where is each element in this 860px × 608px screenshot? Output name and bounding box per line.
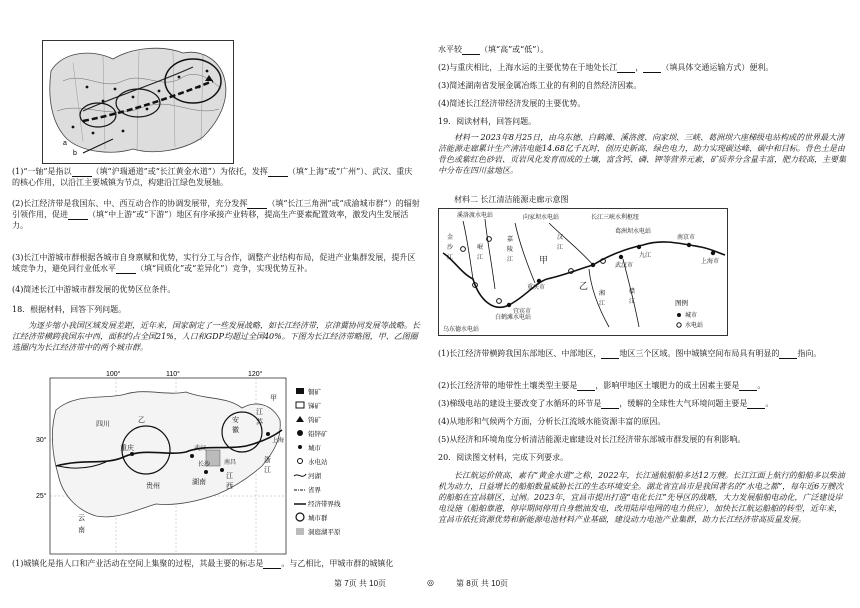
map3-han-jiang: 江 bbox=[557, 245, 564, 251]
q20-title: 20．阅读图文材料，完成下列要求。 bbox=[438, 453, 569, 462]
map2-place-su: 苏 bbox=[256, 419, 263, 426]
r3: (3)简述湖南省发展金属冶炼工业的有利的自然经济因素。 bbox=[438, 81, 642, 90]
q19-1: (1)长江经济带横跨我国东部地区、中部地区， 地区三个区域。图中城镇空间布局具有明显的 指向。 bbox=[438, 349, 822, 358]
map3-jia-region: 甲 bbox=[539, 255, 549, 265]
r2: (2)与重庆相比，上海水运的主要优势在于地处长江 ， （填具体交通运输方式）便利。 bbox=[438, 63, 774, 72]
map3-jin: 金 bbox=[447, 235, 454, 241]
map2-place-sichuan: 四川 bbox=[96, 421, 110, 428]
blank[interactable] bbox=[247, 200, 267, 209]
map-yangtze-economic-belt bbox=[36, 370, 366, 556]
map3-baihetan: 白鹤滩水电站 bbox=[495, 315, 532, 321]
blank[interactable] bbox=[68, 211, 88, 220]
footer-left: 第 7页 共 10页 bbox=[334, 579, 387, 588]
q19-2: (2)长江经济带的地带性土壤类型主要是 ，影响甲地区土壤肥力的成土因素主要是 。 bbox=[438, 381, 766, 390]
q19-title: 19．阅读材料，回答问题。 bbox=[438, 117, 537, 126]
map2-lat-30: 30° bbox=[36, 437, 47, 444]
blank[interactable] bbox=[72, 168, 92, 177]
svg-text:水电站: 水电站 bbox=[308, 459, 328, 466]
blank[interactable] bbox=[617, 64, 635, 73]
blank[interactable] bbox=[268, 168, 288, 177]
svg-text:经济带界线: 经济带界线 bbox=[308, 501, 341, 508]
map3-gan-jiang: 江 bbox=[629, 299, 636, 305]
map3-jiang: 江 bbox=[447, 255, 454, 261]
svg-text:锑矿: 锑矿 bbox=[308, 403, 321, 410]
map3-gan: 赣 bbox=[629, 289, 636, 295]
q19-material-1: 材料一 2023年8月25日，由乌东德、白鹤滩、溪洛渡、向家坝、三峡、葛洲坝六座梯级电站构成的世界最大清洁能源走廊累计生产清洁电能14.68亿千瓦时，创历史新高，绿色电力，助力实现碳达峰、碳中和目标。骨色土是由骨色或紫红色砂岩、页岩风化发育而成的土壤，富含钙、磷、钾等营养元素，矿质养分含量丰富，肥力较高，主要集中分布在四川盆地区。 bbox=[438, 133, 846, 175]
map2-legend bbox=[294, 387, 341, 536]
svg-text:省界: 省界 bbox=[308, 487, 321, 494]
map2-place-jiang: 江 bbox=[226, 473, 233, 480]
svg-text:图例: 图例 bbox=[675, 300, 688, 307]
map-yangtze-axis bbox=[42, 40, 234, 164]
map2-place-changsha: 长沙 bbox=[198, 462, 211, 468]
map3-jia-jiang: 江 bbox=[507, 257, 514, 263]
map3-wudongde: 乌东德水电站 bbox=[443, 327, 480, 333]
map2-place-chongqing: 重庆 bbox=[120, 445, 134, 452]
map2-lon-120: 120° bbox=[248, 371, 263, 378]
map2-lon-100: 100° bbox=[106, 371, 121, 378]
q19-5: (5)从经济和环境角度分析清洁能源走廊建设对长江经济带东部城市群发展的有利影响。 bbox=[438, 435, 746, 444]
map3-ling: 陵 bbox=[507, 247, 514, 253]
map2-place-jia: 甲 bbox=[270, 395, 277, 402]
svg-text:城市: 城市 bbox=[308, 445, 321, 452]
blank[interactable] bbox=[263, 560, 281, 569]
cont-1: 水平较 （填“高”或“低”）。 bbox=[438, 45, 549, 54]
left-page bbox=[12, 0, 422, 608]
map3-min: 岷 bbox=[477, 245, 484, 251]
q18-material: 为逐步缩小我国区域发展差距，近年来，国家制定了一些发展战略，如长江经济带，京津冀协同发展等战略。长江经济带横跨我国东中西，面积约占全国21%，人口和GDP均超过全国40%。下图为长江经济带略图，甲、乙图圈选圈内为长江经济带中的两个城市群。 bbox=[12, 321, 420, 352]
map3-gezhouba: 葛洲坝水电站 bbox=[615, 229, 652, 235]
map3-xiang: 湘 bbox=[599, 291, 606, 297]
q17-2: (2)长江经济带是我国东、中、西互动合作的协调发展带，充分发挥 （填“长江三角洲”或“成渝城市群”）的辐射引领作用，促进 （填“中上游”或“下游”）地区有序承接产业转移，提高生产要素配置效率，激发内生发展活力。 bbox=[12, 199, 420, 230]
map2-place-jiang3: 江 bbox=[264, 467, 271, 474]
map3-yibin: 宜宾市 bbox=[513, 309, 532, 315]
footer-center-mark: ◎ bbox=[427, 578, 434, 587]
blank[interactable] bbox=[577, 382, 595, 391]
map3-xiangjiaba: 向家坝水电站 bbox=[523, 215, 560, 221]
q17-4: (4)简述长江中游城市群发展的优势区位条件。 bbox=[12, 285, 176, 294]
q18-title: 18．根据材料，回答下列问题。 bbox=[12, 305, 127, 314]
svg-text:钨矿: 钨矿 bbox=[308, 417, 321, 424]
svg-text:城市群: 城市群 bbox=[308, 515, 328, 522]
map2-svg bbox=[36, 370, 366, 556]
q17-1: (1)“一轴”是指以 （填“沪瑞通道”或“长江黄金水道”）为依托，发挥 （填“上海”或“广州”）、武汉、重庆的核心作用，以沿江主要城镇为节点，构建沿江绿色发展轴。 bbox=[12, 167, 413, 187]
map2-place-shanghai: 上海 bbox=[272, 438, 285, 444]
map3-shanghai: 上海市 bbox=[701, 259, 720, 265]
blank[interactable] bbox=[643, 64, 661, 73]
map3-jiujiang: 九江 bbox=[639, 253, 652, 259]
map3-three-gorges: 长江三峡水利枢纽 bbox=[591, 215, 640, 221]
svg-text:河湖: 河湖 bbox=[308, 473, 321, 480]
map3-svg bbox=[439, 209, 727, 335]
map2-lon-110: 110° bbox=[166, 371, 180, 378]
map1-label-a: a bbox=[63, 140, 67, 147]
map2-place-zhe: 浙 bbox=[264, 457, 271, 464]
blank[interactable] bbox=[739, 382, 757, 391]
blank[interactable] bbox=[462, 46, 480, 55]
q17-3: (3)长江中游城市群根据各城市自身禀赋和优势，实行分工与合作，调整产业结构布局，促进产业集群发展，提升区域竞争力，避免同行业低水平 （填“同质化”或“差异化”）竞争，实现优势互补。 bbox=[12, 253, 416, 273]
map3-han: 汉 bbox=[557, 235, 564, 241]
r4: (4)简述长江经济带经济发展的主要优势。 bbox=[438, 99, 586, 108]
map1-label-b: b bbox=[73, 150, 77, 157]
svg-text:铅锌矿: 铅锌矿 bbox=[308, 431, 328, 438]
map3-sha: 沙 bbox=[447, 245, 454, 251]
map2-place-yun: 云 bbox=[78, 515, 85, 522]
map2-place-yi: 乙 bbox=[138, 417, 145, 424]
map2-place-nan: 南 bbox=[78, 527, 85, 534]
svg-text:水电站: 水电站 bbox=[685, 323, 704, 329]
map3-legend bbox=[675, 298, 703, 329]
blank[interactable] bbox=[601, 350, 619, 359]
map-clean-energy-corridor bbox=[438, 208, 728, 336]
map3-chongqing: 重庆市 bbox=[527, 285, 546, 291]
map2-place-guizhou: 贵州 bbox=[146, 483, 160, 490]
map3-min-jiang: 江 bbox=[477, 255, 484, 261]
map2-place-jiang2: 江 bbox=[256, 409, 263, 416]
svg-text:城市: 城市 bbox=[685, 313, 698, 319]
map2-place-xi: 西 bbox=[226, 483, 233, 490]
map2-lat-25: 25° bbox=[36, 493, 47, 500]
footer-right: 第 8页 共 10页 bbox=[456, 579, 509, 588]
blank[interactable] bbox=[747, 400, 765, 409]
right-page bbox=[438, 0, 848, 608]
q19-material-2: 材料二 长江清洁能源走廊示意图 bbox=[454, 195, 569, 204]
map3-jia: 嘉 bbox=[507, 237, 514, 243]
map3-xiluodu: 溪洛渡水电站 bbox=[457, 213, 494, 219]
blank[interactable] bbox=[779, 350, 797, 359]
map2-place-an: 安 bbox=[232, 417, 239, 424]
map3-xiang-jiang: 江 bbox=[599, 301, 606, 307]
blank[interactable] bbox=[116, 265, 136, 274]
blank[interactable] bbox=[601, 400, 619, 409]
q20-material: 长江航运价值高，素有“黄金水道”之称，2022年，长江通航船舶多达12万艘。长江江面上航行的船舶多以柴油机为动力，日益增长的船舶数量威胁长江的生态环境安全。湖北省宜昌市是我国著名的“水电之都”，每年近6万艘次的船舶在宜昌辖区，过闸。2023年，宜昌市提出打造“电化长江”先导区的战略，大力发展船舶电动化，广泛建设岸电设施（船舶靠港，停岸期间停用自身燃油发电，改用陆岸电网的电力供应），加快长江航运船舶的转型，近年来，宜昌市依托资源优势和新能源电池材料产业基础，建设动力电池产业集群，助力长江经济带高质量发展。 bbox=[438, 471, 845, 524]
q19-3: (3)梯级电站的建设主要改变了水循环的环节是 ，缓解的全球性大气环境问题主要是 。 bbox=[438, 399, 774, 408]
map3-wuhan: 武汉市 bbox=[615, 263, 634, 269]
map2-place-hunan: 湖南 bbox=[192, 479, 206, 486]
map-yangtze-axis-svg bbox=[43, 41, 233, 163]
map2-place-hui: 徽 bbox=[232, 427, 239, 434]
q19-4: (4)从地形和气候两个方面，分析长江流域水能资源丰富的原因。 bbox=[438, 417, 666, 426]
map2-place-nanchang: 南昌 bbox=[224, 460, 237, 466]
q18-1: (1)城镇化是指人口和产业活动在空间上集聚的过程，其最主要的标志是 。与乙相比，甲城市群的城镇化 bbox=[12, 559, 394, 568]
svg-text:洞庭湖平原: 洞庭湖平原 bbox=[308, 529, 341, 536]
map2-place-wuhan: 武汉 bbox=[194, 446, 207, 452]
svg-text:铜矿: 铜矿 bbox=[308, 389, 321, 396]
map3-yi-region: 乙 bbox=[579, 281, 589, 291]
map3-nanjing: 南京市 bbox=[677, 235, 696, 241]
